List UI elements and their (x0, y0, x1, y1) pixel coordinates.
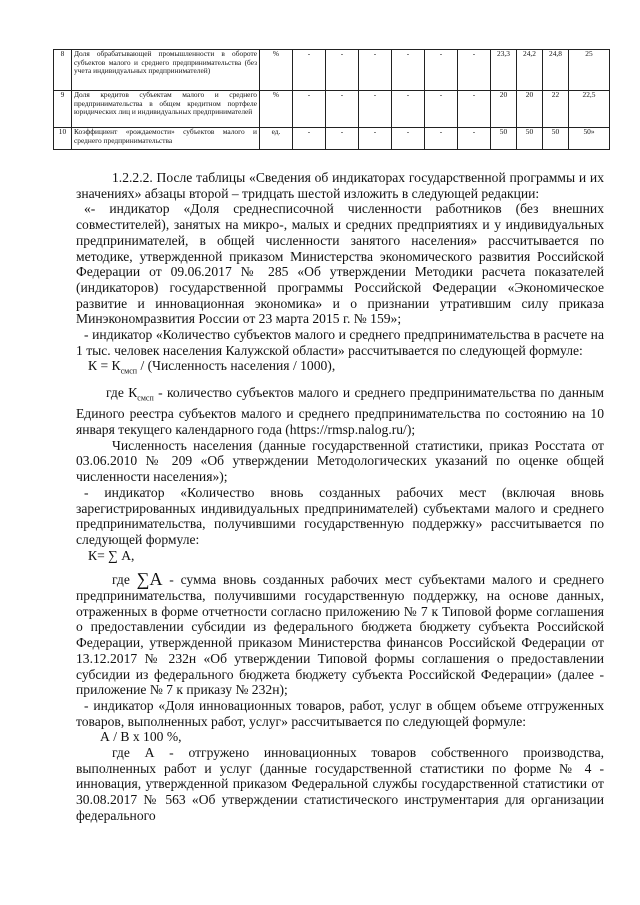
indicator-name: Доля кредитов субъектам малого и среднего предпринимательства в общем кредитном портфеле юридических лиц и индивидуальных предпринимателей (72, 91, 260, 128)
paragraph-indicator-employment: «- индикатор «Доля среднесписочной численности работников (без внешних совместителей), занятых на микро-, малых и средних предприятиях и у индивидуальных предпринимателей, в общей численности занятого населения» рассчитывается по методике, утвержденной приказом Министерства экономического развития Российской Федерации от 09.06.2017 № 285 «Об утверждении Методики расчета показателей (индикаторов) государственной программы Российской Федерации «Экономическое развитие и инновационная экономика» и о признании утратившим силу приказа Минэкономразвития России от 23 марта 2015 г. № 159»; (76, 201, 604, 327)
value-cell: - (425, 128, 458, 150)
row-number: 8 (54, 50, 72, 91)
paragraph-indicator-innovation: - индикатор «Доля инновационных товаров, работ, услуг в общем объеме отгруженных товаров, выполненных работ, услуг» рассчитывается по следующей формуле: (76, 697, 604, 729)
formula-smsp: $К = К_{смсп}$ / (Численность населения / 1000), (88, 358, 336, 377)
value-cell: - (458, 91, 491, 128)
row-number: 9 (54, 91, 72, 128)
unit-cell: % (260, 50, 293, 91)
table-row (54, 128, 610, 150)
value-cell: - (293, 128, 326, 150)
value-cell: - (458, 50, 491, 91)
paragraph-indicator-jobs: - индикатор «Количество вновь созданных рабочих мест (включая вновь зарегистрированных индивидуальных предпринимателей) субъектами малого и среднего предпринимательства, получившими государственную поддержку» рассчитывается по следующей формуле: (76, 484, 604, 547)
paragraph-population: Численность населения (данные государственной статистики, приказ Росстата от 03.06.2010 № 209 «Об утверждении Методологических указаний по оценке общей численности населения»); (76, 437, 604, 485)
value-cell: 50 (517, 128, 543, 150)
value-cell: - (293, 91, 326, 128)
value-cell: 20 (517, 91, 543, 128)
unit-cell: ед. (260, 128, 293, 150)
value-cell: - (326, 91, 359, 128)
paragraph-intro: 1.2.2.2. После таблицы «Сведения об индикаторах государственной программы и их значениях» абзацы второй – тридцать шестой изложить в следующей редакции: (76, 170, 604, 201)
table-row (54, 50, 610, 91)
value-cell: 20 (491, 91, 517, 128)
value-cell: - (458, 128, 491, 150)
value-cell: - (425, 50, 458, 91)
value-cell: - (326, 50, 359, 91)
value-cell: - (293, 50, 326, 91)
table-row (54, 91, 610, 128)
value-cell: 24,8 (543, 50, 569, 91)
value-cell: 50 (491, 128, 517, 150)
value-cell: 22 (543, 91, 569, 128)
value-cell: 25 (569, 50, 610, 91)
document-body (76, 170, 604, 824)
value-cell: - (392, 128, 425, 150)
value-cell: - (326, 128, 359, 150)
formula-jobs: К= ∑ А, (88, 547, 135, 563)
paragraph-jobs-definition: где ∑А - сумма вновь созданных рабочих мест субъектами малого и среднего предпринимательства, получившими государственную поддержку, на основе данных, отраженных в форме отчетности согласно приложению № 7 к Типовой форме соглашения о предоставлении субсидии из федерального бюджета бюджету субъекта Российской Федерации, утвержденной приказом Министерства финансов Российской Федерации от 13.12.2017 № 232н «Об утверждении Типовой формы соглашения о предоставлении субсидии из федерального бюджета бюджету субъекта Российской Федерации» (далее - приложение № 7 к приказу № 232н); (76, 569, 605, 698)
value-cell: 22,5 (569, 91, 610, 128)
value-cell: - (425, 91, 458, 128)
value-cell: - (359, 50, 392, 91)
indicator-name: Коэффициент «рождаемости» субъектов малого и среднего предпринимательства (72, 128, 260, 150)
row-number: 10 (54, 128, 72, 150)
value-cell: 50» (569, 128, 610, 150)
indicator-table (53, 49, 610, 150)
formula-innovation: А / В х 100 %, (100, 729, 182, 745)
paragraph-innovation-definition: где А - отгружено инновационных товаров собственного производства, выполненных работ и услуг (данные государственной статистики по форме № 4 - инновация, утвержденной приказом Федеральной службы государственной статистики от 30.08.2017 № 563 «Об утверждении статистического инструментария для организации федерального (76, 745, 604, 823)
paragraph-indicator-smsp-count: - индикатор «Количество субъектов малого и среднего предпринимательства в расчете на 1 тыс. человек населения Калужской области» рассчитывается по следующей формуле: (76, 327, 604, 358)
value-cell: - (359, 91, 392, 128)
value-cell: 50 (543, 128, 569, 150)
paragraph-smsp-definition: где $К_{смсп}$ - количество субъектов малого и среднего предпринимательства по данным Единого реестра субъектов малого и среднего предпринимательства по состоянию на 10 января текущего календарного года (https://rmsp.nalog.ru/); (76, 384, 604, 437)
value-cell: - (392, 50, 425, 91)
indicator-name: Доля обрабатывающей промышленности в обороте субъектов малого и среднего предпринимательства (без учета индивидуальных предпринимателей) (72, 50, 260, 91)
value-cell: 24,2 (517, 50, 543, 91)
unit-cell: % (260, 91, 293, 128)
value-cell: - (392, 91, 425, 128)
value-cell: 23,3 (491, 50, 517, 91)
value-cell: - (359, 128, 392, 150)
